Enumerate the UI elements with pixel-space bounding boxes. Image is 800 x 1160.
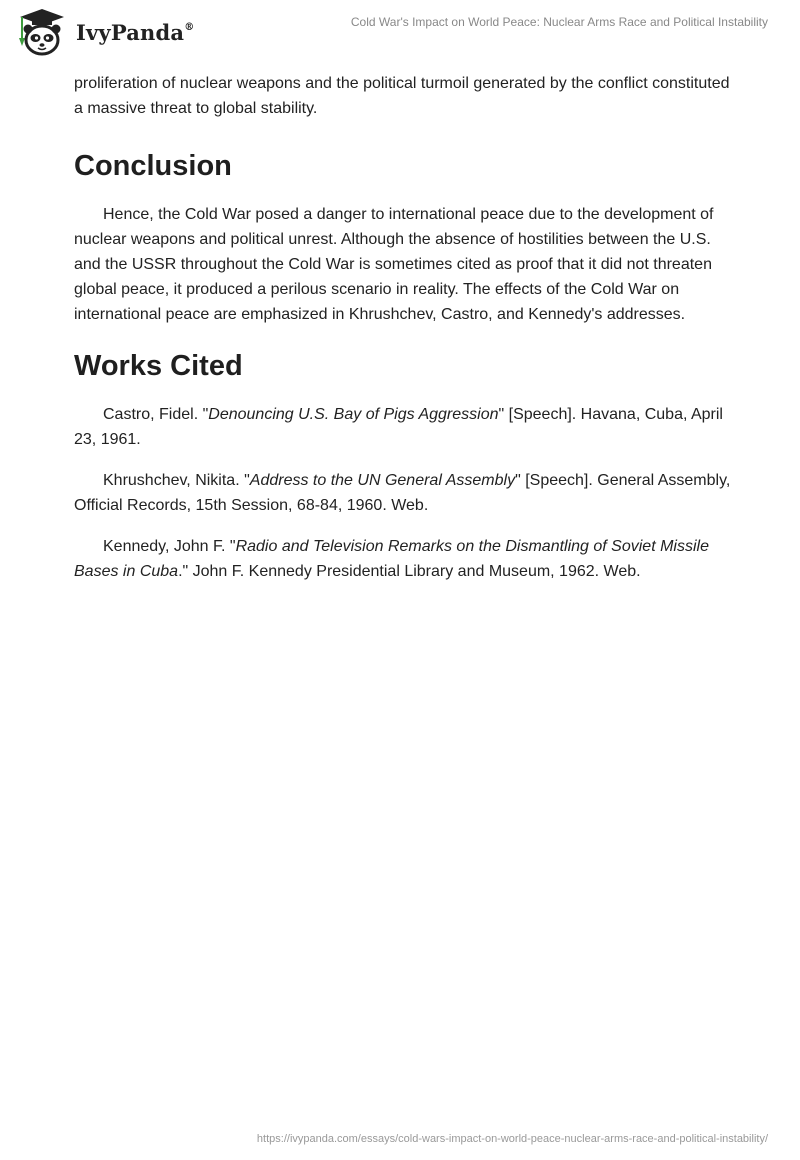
citation-kennedy-title: Radio and Television Remarks on the Dismantling of Soviet Missile Bases in Cuba bbox=[74, 538, 709, 580]
works-cited-heading: Works Cited bbox=[74, 350, 243, 382]
document-title: Cold War's Impact on World Peace: Nuclear Arms Race and Political Instability bbox=[350, 15, 768, 29]
conclusion-heading: Conclusion bbox=[74, 150, 232, 182]
citation-kennedy-after: ." John F. Kennedy Presidential Library and Museum, 1962. Web. bbox=[178, 563, 641, 580]
citation-kennedy bbox=[74, 534, 734, 584]
citation-castro-before: Castro, Fidel. " bbox=[103, 406, 209, 423]
citation-castro-after: " [Speech]. Havana, Cuba, April 23, 1961. bbox=[74, 406, 723, 448]
ivypanda-logo[interactable] bbox=[14, 8, 194, 58]
registered-mark: ® bbox=[184, 22, 195, 33]
brand-name bbox=[76, 20, 194, 45]
citation-khrushchev-after: " [Speech]. General Assembly, Official Records, 15th Session, 68-84, 1960. Web. bbox=[74, 472, 731, 514]
footer-url-link[interactable]: https://ivypanda.com/essays/cold-wars-impact-on-world-peace-nuclear-arms-race-and-political-instability/ bbox=[256, 1133, 768, 1145]
citation-kennedy-before: Kennedy, John F. " bbox=[103, 538, 236, 555]
intro-paragraph: proliferation of nuclear weapons and the political turmoil generated by the conflict constituted a massive threat to global stability. bbox=[74, 75, 730, 117]
citation-khrushchev-before: Khrushchev, Nikita. " bbox=[103, 472, 250, 489]
panda-graduate-icon bbox=[14, 8, 70, 58]
page-header bbox=[0, 0, 800, 64]
brand-name-text: IvyPanda bbox=[76, 20, 185, 45]
essay-content bbox=[74, 71, 734, 600]
citation-khrushchev bbox=[74, 468, 734, 518]
conclusion-paragraph: Hence, the Cold War posed a danger to international peace due to the development of nuclear weapons and political unrest. Although the absence of hostilities between the U.S. and the USSR throughout the Cold War is sometimes cited as proof that it did not threaten global peace, it produced a perilous scenario in reality. The effects of the Cold War on international peace are emphasized in Khrushchev, Castro, and Kennedy's addresses. bbox=[74, 206, 714, 323]
citation-castro bbox=[74, 402, 734, 452]
citation-khrushchev-title: Address to the UN General Assembly bbox=[249, 472, 516, 489]
citation-castro-title: Denouncing U.S. Bay of Pigs Aggression bbox=[208, 406, 499, 423]
